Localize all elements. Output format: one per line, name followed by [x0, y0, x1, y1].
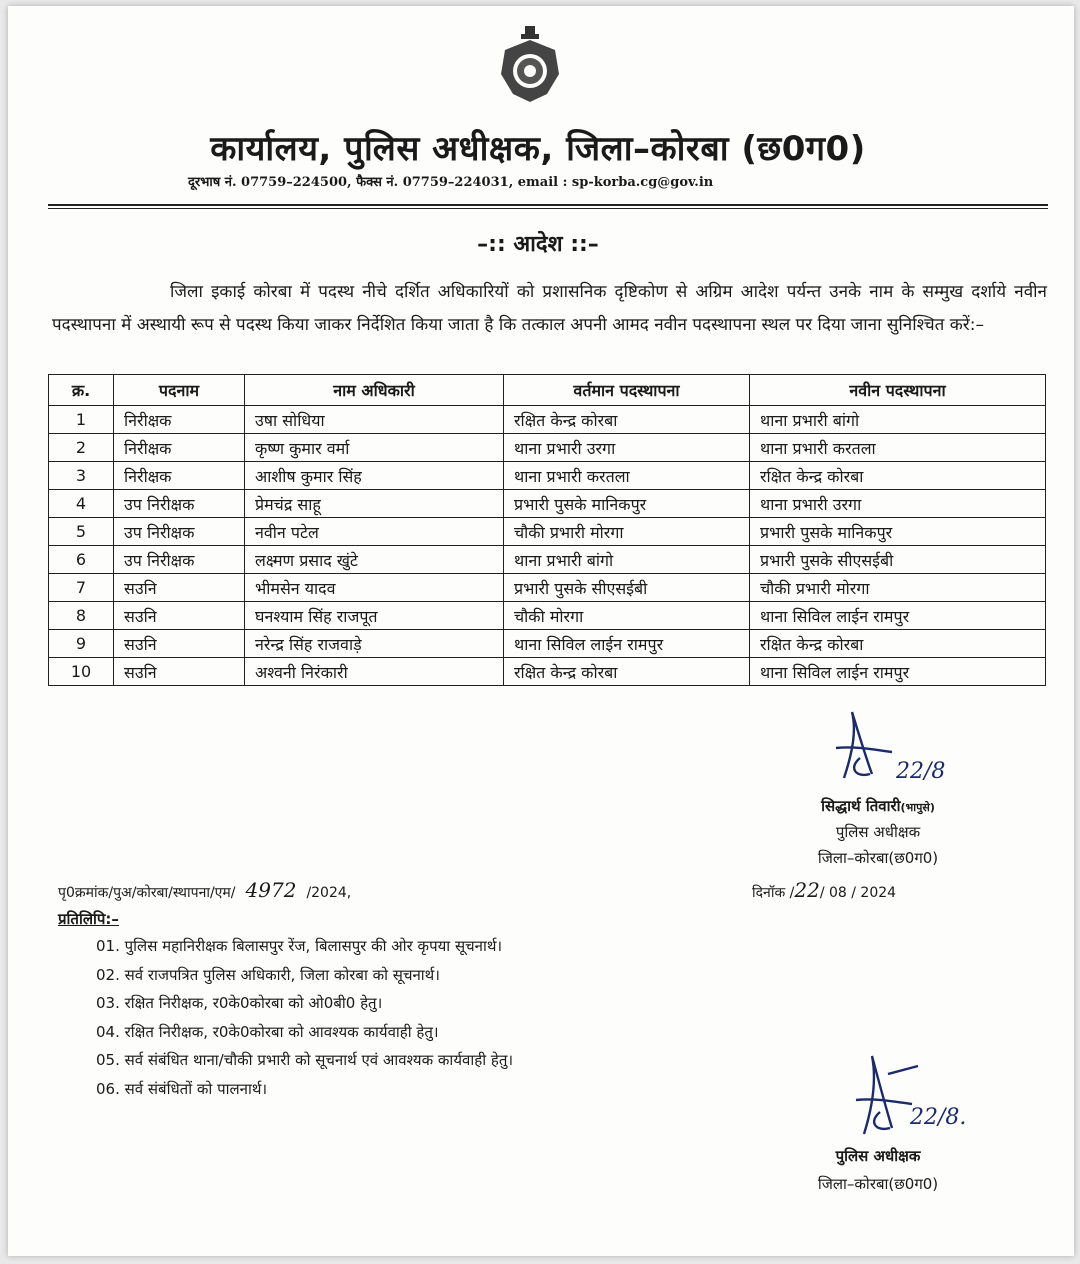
list-item: 04. रक्षित निरीक्षक, र0के0कोरबा को आवश्यक कार्यवाही हेतु। [96, 1022, 439, 1041]
row-officer-name: घनश्याम सिंह राजपूत [245, 602, 504, 630]
row-new-posting: रक्षित केन्द्र कोरबा [750, 462, 1046, 490]
header-serial: क्र. [49, 375, 114, 406]
signatory-block [768, 796, 988, 868]
signatory-name: सिद्धार्थ तिवारी [821, 797, 901, 815]
row-designation: उप निरीक्षक [114, 490, 245, 518]
row-officer-name: आशीष कुमार सिंह [245, 462, 504, 490]
table-row [49, 546, 1046, 574]
row-designation: सउनि [114, 658, 245, 686]
row-current-posting: थाना सिविल लाईन रामपुर [504, 630, 750, 658]
row-new-posting: प्रभारी पुसके मानिकपुर [750, 518, 1046, 546]
row-new-posting: थाना प्रभारी उरगा [750, 490, 1046, 518]
office-title: कार्यालय, पुलिस अधीक्षक, जिला–कोरबा (छ0ग0) [210, 129, 866, 169]
reference-prefix: पृ0क्रमांक/पुअ/कोरबा/स्थापना/एम/ [58, 885, 236, 901]
row-designation: निरीक्षक [114, 462, 245, 490]
list-item: 05. सर्व संबंधित थाना/चौकी प्रभारी को सूचनार्थ एवं आवश्यक कार्यवाही हेतु। [96, 1051, 514, 1070]
date-rest: / 08 / 2024 [819, 885, 897, 901]
reference-year: /2024, [306, 885, 352, 901]
table-row [49, 490, 1046, 518]
row-serial: 10 [49, 658, 114, 686]
row-officer-name: अश्वनी निरंकारी [245, 658, 504, 686]
list-item: 01. पुलिस महानिरीक्षक बिलासपुर रेंज, बिलासपुर की ओर कृपया सूचनार्थ। [96, 937, 503, 955]
date-handwritten-day: 22 [794, 878, 820, 902]
row-designation: उप निरीक्षक [114, 518, 245, 546]
row-new-posting: थाना सिविल लाईन रामपुर [750, 602, 1046, 630]
row-officer-name: प्रेमचंद्र साहू [245, 490, 504, 518]
table-row [49, 630, 1046, 658]
row-officer-name: उषा सोधिया [245, 406, 504, 434]
list-item: 03. रक्षित निरीक्षक, र0के0कोरबा को ओ0बी0 हेतु। [96, 994, 383, 1013]
table-header-row [49, 375, 1046, 406]
signatory-service: (भापुसे) [900, 801, 935, 814]
table-row [49, 462, 1046, 490]
table-row [49, 406, 1046, 434]
table-row [49, 602, 1046, 630]
row-designation: निरीक्षक [114, 406, 245, 434]
row-new-posting: चौकी प्रभारी मोरगा [750, 574, 1046, 602]
row-designation: सउनि [114, 602, 245, 630]
row-current-posting: प्रभारी पुसके सीएसईबी [504, 574, 750, 602]
row-serial: 8 [49, 602, 114, 630]
row-officer-name: लक्ष्मण प्रसाद खुंटे [245, 546, 504, 574]
row-new-posting: थाना सिविल लाईन रामपुर [750, 658, 1046, 686]
row-serial: 6 [49, 546, 114, 574]
copy-heading: प्रतिलिपि:– [58, 910, 119, 928]
row-officer-name: भीमसेन यादव [245, 574, 504, 602]
row-current-posting: चौकी प्रभारी मोरगा [504, 518, 750, 546]
row-serial: 3 [49, 462, 114, 490]
footer-signature-mark [848, 1052, 988, 1142]
reference-number [58, 878, 351, 902]
signatory-district: जिला–कोरबा(छ0ग0) [817, 849, 939, 867]
table-row [49, 658, 1046, 686]
table-row [49, 434, 1046, 462]
row-serial: 9 [49, 630, 114, 658]
list-item: 06. सर्व संबंधितों को पालनार्थ। [96, 1079, 268, 1098]
order-intro [52, 276, 1047, 342]
header-current-posting: वर्तमान पदस्थापना [504, 375, 750, 406]
signature-date: 22/8 [896, 759, 946, 784]
row-designation: निरीक्षक [114, 434, 245, 462]
row-new-posting: थाना प्रभारी करतला [750, 434, 1046, 462]
row-designation: उप निरीक्षक [114, 546, 245, 574]
row-serial: 2 [49, 434, 114, 462]
row-current-posting: रक्षित केन्द्र कोरबा [504, 406, 750, 434]
row-serial: 5 [49, 518, 114, 546]
header-divider [48, 204, 1048, 206]
footer-signatory-block [768, 1146, 988, 1194]
copy-list [96, 932, 513, 1104]
row-officer-name: नरेन्द्र सिंह राजवाड़े [245, 630, 504, 658]
row-officer-name: नवीन पटेल [245, 518, 504, 546]
footer-signature-date: 22/8. [910, 1105, 967, 1130]
order-heading: –:: आदेश ::– [477, 232, 599, 257]
footer-designation: पुलिस अधीक्षक [835, 1147, 921, 1165]
header-officer-name: नाम अधिकारी [245, 375, 504, 406]
footer-district: जिला–कोरबा(छ0ग0) [817, 1175, 939, 1193]
row-current-posting: रक्षित केन्द्र कोरबा [504, 658, 750, 686]
row-current-posting: प्रभारी पुसके मानिकपुर [504, 490, 750, 518]
police-emblem-icon [495, 24, 565, 104]
signature-mark [826, 708, 966, 788]
row-new-posting: प्रभारी पुसके सीएसईबी [750, 546, 1046, 574]
row-current-posting: थाना प्रभारी उरगा [504, 434, 750, 462]
row-current-posting: थाना प्रभारी करतला [504, 462, 750, 490]
office-contact: दूरभाष नं. 07759–224500, फैक्स नं. 07759–224031, email : sp-korba.cg@gov.in [188, 175, 714, 190]
table-row [49, 518, 1046, 546]
reference-handwritten-number: 4972 [245, 878, 297, 902]
table-row [49, 574, 1046, 602]
row-new-posting: थाना प्रभारी बांगो [750, 406, 1046, 434]
header-new-posting: नवीन पदस्थापना [750, 375, 1046, 406]
row-designation: सउनि [114, 630, 245, 658]
signatory-designation: पुलिस अधीक्षक [835, 823, 921, 841]
order-date [752, 878, 896, 902]
header-divider-thin [48, 208, 1048, 209]
order-intro-text: जिला इकाई कोरबा में पदस्थ नीचे दर्शित अधिकारियों को प्रशासनिक दृष्टिकोण से अग्रिम आदेश पर्यन्त उनके नाम के सम्मुख दर्शाये नवीन पदस्थापना में अस्थायी रूप से पदस्थ किया जाकर निर्देशित किया जाता है कि तत्काल अपनी आमद नवीन पदस्थापना स्थल पर दिया जाना सुनिश्चित करें:– [52, 282, 1047, 335]
row-serial: 4 [49, 490, 114, 518]
header-designation: पदनाम [114, 375, 245, 406]
row-designation: सउनि [114, 574, 245, 602]
transfer-table [48, 374, 1046, 686]
order-document [8, 6, 1074, 1256]
date-label: दिनॉक / [752, 885, 795, 901]
row-officer-name: कृष्ण कुमार वर्मा [245, 434, 504, 462]
row-current-posting: चौकी मोरगा [504, 602, 750, 630]
row-new-posting: रक्षित केन्द्र कोरबा [750, 630, 1046, 658]
row-current-posting: थाना प्रभारी बांगो [504, 546, 750, 574]
row-serial: 7 [49, 574, 114, 602]
list-item: 02. सर्व राजपत्रित पुलिस अधिकारी, जिला कोरबा को सूचनार्थ। [96, 965, 440, 984]
row-serial: 1 [49, 406, 114, 434]
